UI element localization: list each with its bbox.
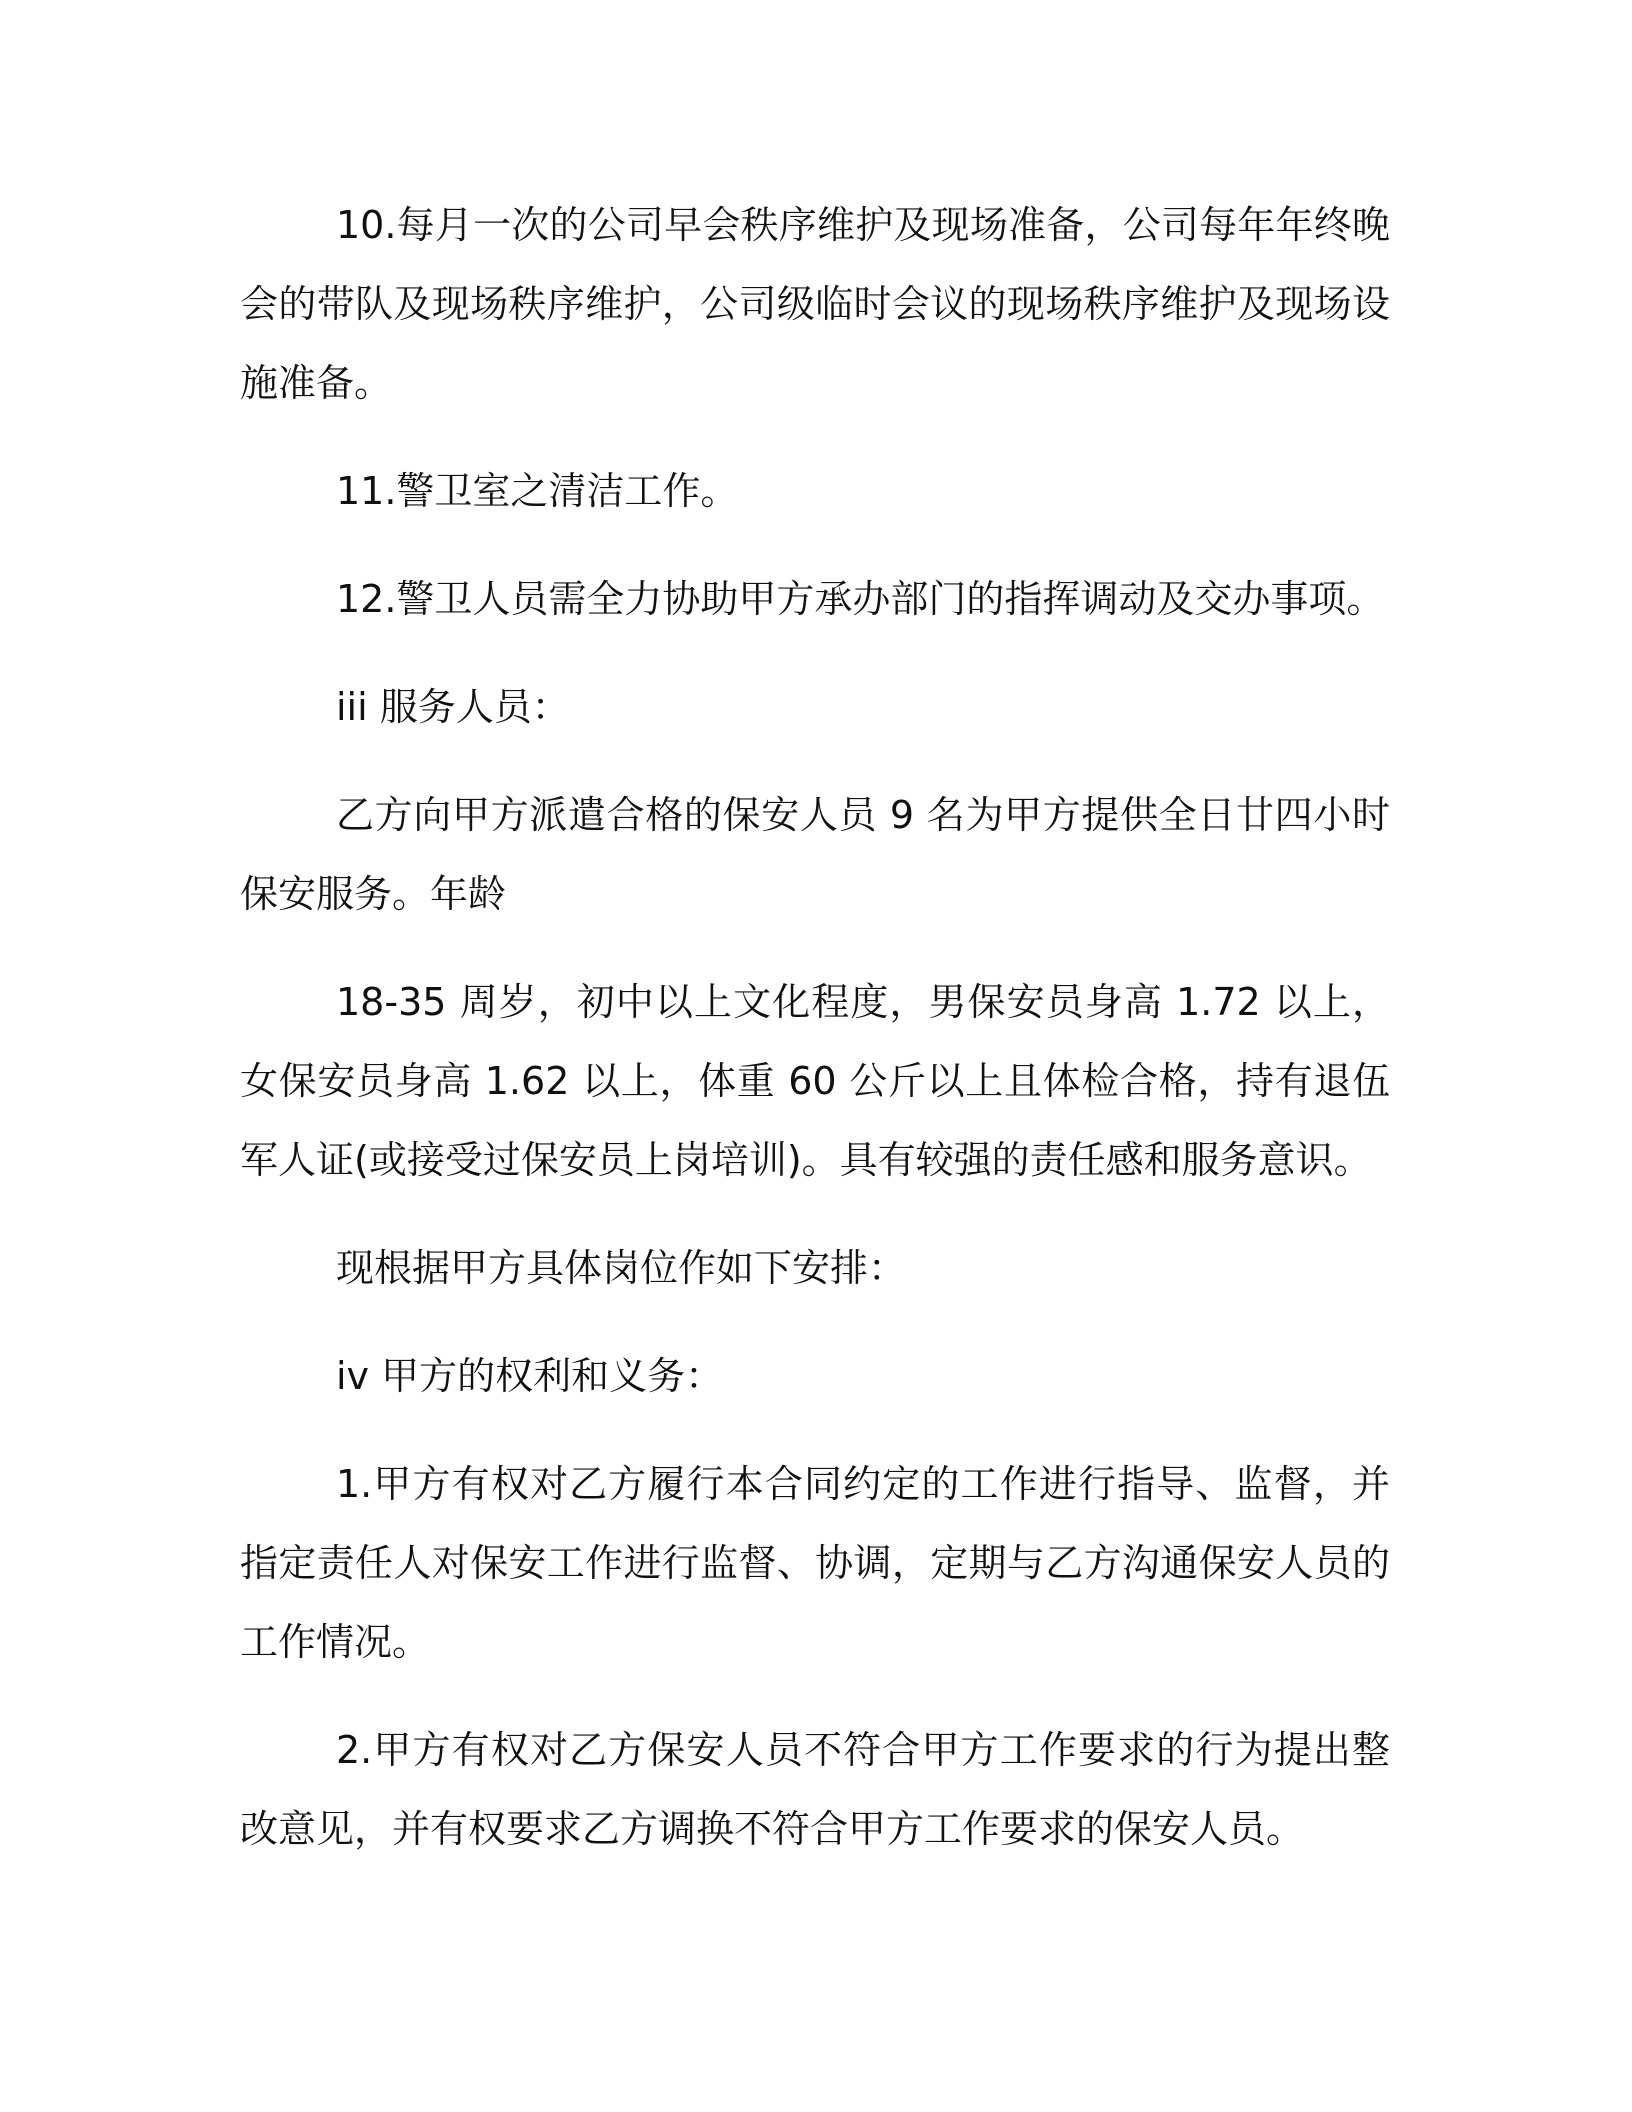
paragraph-party-a-right-2: 2.甲方有权对乙方保安人员不符合甲方工作要求的行为提出整改意见，并有权要求乙方调换不符合甲方工作要求的保安人员。 bbox=[240, 1728, 1390, 1851]
paragraph-item-11: 11.警卫室之清洁工作。 bbox=[336, 469, 739, 513]
section-heading-party-a-rights: iv 甲方的权利和义务： bbox=[336, 1354, 724, 1398]
document-body bbox=[240, 186, 1390, 1898]
paragraph-staff-requirements: 18-35 周岁，初中以上文化程度，男保安员身高 1.72 以上，女保安员身高 1.62 以上，体重 60 公斤以上且体检合格，持有退伍军人证(或接受过保安员上岗培训)。具有较强的责任感和服务意识。 bbox=[240, 980, 1390, 1182]
paragraph-item-12: 12.警卫人员需全力协助甲方承办部门的指挥调动及交办事项。 bbox=[336, 577, 1385, 621]
paragraph-staff-dispatch: 乙方向甲方派遣合格的保安人员 9 名为甲方提供全日廿四小时保安服务。年龄 bbox=[240, 793, 1390, 916]
paragraph-post-arrangement: 现根据甲方具体岗位作如下安排： bbox=[336, 1246, 907, 1290]
section-heading-service-staff: iii 服务人员： bbox=[336, 685, 570, 729]
paragraph-item-10: 10.每月一次的公司早会秩序维护及现场准备，公司每年年终晚会的带队及现场秩序维护，公司级临时会议的现场秩序维护及现场设施准备。 bbox=[240, 203, 1390, 405]
paragraph-party-a-right-1: 1.甲方有权对乙方履行本合同约定的工作进行指导、监督，并指定责任人对保安工作进行监督、协调，定期与乙方沟通保安人员的工作情况。 bbox=[240, 1462, 1390, 1664]
